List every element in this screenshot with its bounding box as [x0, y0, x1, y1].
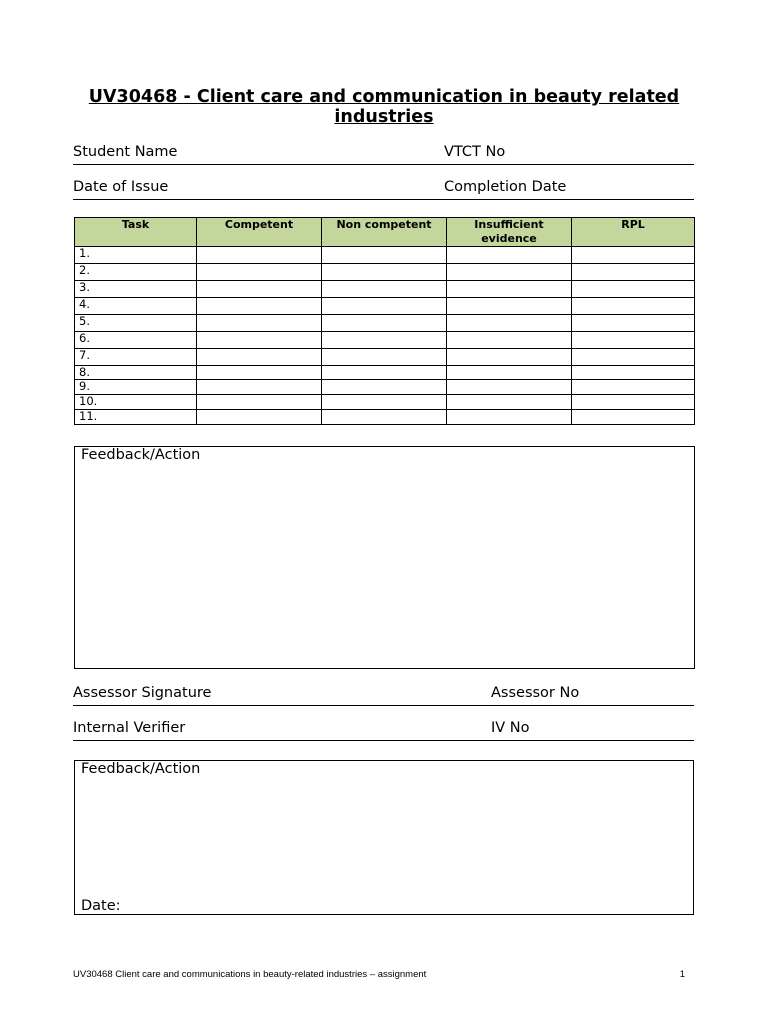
header-insufficient-evidence: Insufficient evidence — [447, 218, 572, 247]
task-number-cell: 3. — [75, 281, 197, 298]
table-row — [75, 366, 695, 380]
table-row — [75, 349, 695, 366]
date-label: Date: — [81, 898, 121, 914]
grade-cell — [197, 410, 322, 425]
assessor-signature-label: Assessor Signature — [73, 685, 212, 701]
feedback-box-1 — [74, 446, 695, 669]
task-number-cell: 9. — [75, 380, 197, 395]
task-number-cell: 7. — [75, 349, 197, 366]
grade-cell — [447, 410, 572, 425]
grade-cell — [447, 247, 572, 264]
grade-cell — [322, 410, 447, 425]
grade-cell — [572, 264, 695, 281]
header-task: Task — [75, 218, 197, 247]
task-number-cell: 2. — [75, 264, 197, 281]
grade-cell — [572, 349, 695, 366]
vtct-no-label: VTCT No — [444, 144, 506, 160]
assessor-no-label: Assessor No — [491, 685, 580, 701]
grade-cell — [447, 315, 572, 332]
footer-text: UV30468 Client care and communications in beauty-related industries – assignment — [73, 969, 427, 980]
date-of-issue-label: Date of Issue — [73, 179, 169, 195]
grade-cell — [572, 298, 695, 315]
grade-cell — [197, 247, 322, 264]
grade-cell — [447, 298, 572, 315]
grading-table — [74, 217, 695, 425]
grade-cell — [572, 281, 695, 298]
student-name-label: Student Name — [73, 144, 178, 160]
grade-cell — [572, 410, 695, 425]
grading-table-header-row — [75, 218, 695, 247]
grade-cell — [197, 349, 322, 366]
grade-cell — [322, 332, 447, 349]
iv-no-label: IV No — [491, 720, 530, 736]
feedback-action-label-1: Feedback/Action — [81, 447, 201, 463]
grade-cell — [447, 264, 572, 281]
table-row — [75, 395, 695, 410]
internal-verifier-label: Internal Verifier — [73, 720, 186, 736]
grade-cell — [322, 247, 447, 264]
grade-cell — [322, 315, 447, 332]
grade-cell — [447, 395, 572, 410]
student-info-row — [73, 144, 694, 165]
table-row — [75, 264, 695, 281]
page-footer — [73, 969, 685, 980]
grade-cell — [572, 332, 695, 349]
document-title: UV30468 - Client care and communication in beauty related industries — [88, 87, 680, 127]
header-non-competent: Non competent — [322, 218, 447, 247]
grade-cell — [447, 380, 572, 395]
grade-cell — [572, 380, 695, 395]
grade-cell — [197, 332, 322, 349]
grade-cell — [197, 298, 322, 315]
grade-cell — [572, 395, 695, 410]
table-row — [75, 281, 695, 298]
task-number-cell: 8. — [75, 366, 197, 380]
header-competent: Competent — [197, 218, 322, 247]
table-row — [75, 332, 695, 349]
task-number-cell: 4. — [75, 298, 197, 315]
grade-cell — [572, 366, 695, 380]
task-number-cell: 11. — [75, 410, 197, 425]
table-row — [75, 298, 695, 315]
grade-cell — [322, 395, 447, 410]
dates-row — [73, 179, 694, 200]
grade-cell — [322, 366, 447, 380]
grade-cell — [447, 332, 572, 349]
table-row — [75, 315, 695, 332]
feedback-box-2 — [74, 760, 694, 915]
grade-cell — [197, 380, 322, 395]
task-number-cell: 1. — [75, 247, 197, 264]
grade-cell — [322, 281, 447, 298]
grade-cell — [197, 281, 322, 298]
grade-cell — [447, 366, 572, 380]
table-row — [75, 410, 695, 425]
header-rpl: RPL — [572, 218, 695, 247]
grade-cell — [197, 395, 322, 410]
grade-cell — [447, 281, 572, 298]
grade-cell — [447, 349, 572, 366]
task-number-cell: 10. — [75, 395, 197, 410]
grade-cell — [322, 264, 447, 281]
grade-cell — [197, 366, 322, 380]
grade-cell — [322, 380, 447, 395]
grade-cell — [197, 315, 322, 332]
feedback-action-label-2: Feedback/Action — [81, 761, 201, 777]
grade-cell — [572, 247, 695, 264]
grade-cell — [572, 315, 695, 332]
grade-cell — [322, 298, 447, 315]
grade-cell — [197, 264, 322, 281]
assessor-row — [73, 685, 694, 706]
verifier-row — [73, 720, 694, 741]
page-number: 1 — [679, 969, 685, 980]
grade-cell — [322, 349, 447, 366]
table-row — [75, 247, 695, 264]
task-number-cell: 5. — [75, 315, 197, 332]
completion-date-label: Completion Date — [444, 179, 567, 195]
table-row — [75, 380, 695, 395]
task-number-cell: 6. — [75, 332, 197, 349]
